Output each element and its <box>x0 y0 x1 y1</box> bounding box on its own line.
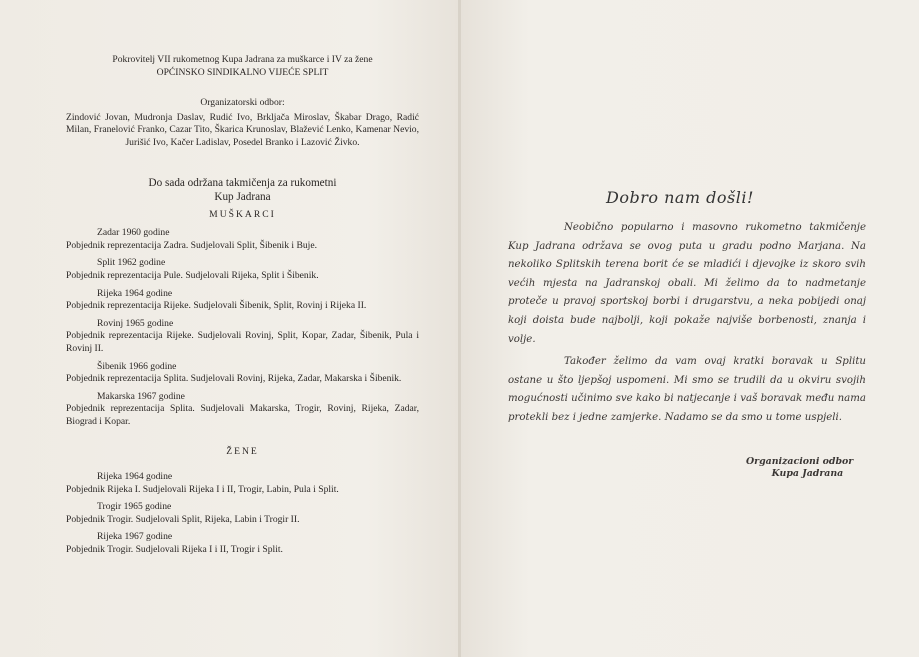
result-text: Pobjednik reprezentacija Rijeke. Sudjelovali Šibenik, Split, Rovinj i Rijeka II. <box>66 300 367 312</box>
signature-line: Kupa Jadrana <box>771 468 844 479</box>
result-entry <box>66 501 419 526</box>
men-results-list <box>66 227 419 428</box>
result-entry <box>66 288 419 313</box>
result-text: Pobjednik reprezentacija Rijeke. Sudjelovali Rovinj, Split, Kopar, Zadar, Šibenik, Pula i Rovinj II. <box>66 330 419 354</box>
patron-block <box>66 54 419 79</box>
result-year: Makarska 1967 godine <box>97 390 185 402</box>
result-entry <box>66 471 419 496</box>
result-entry <box>66 531 419 556</box>
result-text: Pobjednik reprezentacija Pule. Sudjelovali Rijeka, Split i Šibenik. <box>66 269 319 281</box>
result-text: Pobjednik reprezentacija Splita. Sudjelovali Makarska, Trogir, Rovinj, Rijeka, Zadar, Biograd i Kopar. <box>66 403 419 427</box>
organizing-committee-title: Organizatorski odbor: <box>200 97 285 109</box>
left-page-content <box>66 54 419 562</box>
signature-block <box>746 456 853 480</box>
welcome-paragraph: Također želimo da vam ovaj kratki boravak u Splitu ostane u što ljepšoj uspomeni. Mi smo se trudili da u okviru svojih mogućnosti učinimo sve kako bi natjecanje i vaš boravak među nama protekli bez i jedne zamjerke. Nadamo se da smo u tome uspjeli. <box>508 356 866 423</box>
result-entry <box>66 227 419 252</box>
result-text: Pobjednik Trogir. Sudjelovali Rijeka I i II, Trogir i Split. <box>66 544 283 556</box>
result-text: Pobjednik reprezentacija Splita. Sudjelovali Rovinj, Rijeka, Zadar, Makarska i Šibenik. <box>66 373 402 385</box>
result-year: Rijeka 1967 godine <box>97 531 173 543</box>
result-entry <box>66 391 419 429</box>
result-text: Pobjednik Rijeka I. Sudjelovali Rijeka I i II, Trogir, Labin, Pula i Split. <box>66 483 339 495</box>
result-entry <box>66 257 419 282</box>
men-heading: MUŠKARCI <box>209 208 276 220</box>
organizing-committee-members: Zindović Jovan, Mudronja Daslav, Rudić Ivo, Brkljača Miroslav, Škabar Drago, Radić Milan, Franelović Franko, Cazar Tito, Škarica Krunoslav, Blažević Lenko, Kamenar Nevio, Jurišić Ivo, Kačer Ladislav, Posedel Branko i Lazović Živko. <box>66 111 419 148</box>
welcome-paragraph: Neobično popularno i masovno rukometno takmičenje Kup Jadrana održava se ovog puta u gradu podno Marjana. Na nekoliko Splitskih terena borit će se mladići i djevojke iz skoro svih većih mjesta na Jadranskoj obali. Mi želimo da to nadmetanje proteče u pravoj sportskoj borbi i drugarstvu, a neka pobijedi onaj koji doista bude najbolji, koji pokaže najviše borbenosti, znanja i volje. <box>508 222 866 345</box>
women-heading: ŽENE <box>226 446 259 458</box>
patron-organization: OPĆINSKO SINDIKALNO VIJEĆE SPLIT <box>156 66 329 78</box>
competitions-held-title-line2: Kup Jadrana <box>214 190 271 203</box>
right-page-content <box>508 188 866 432</box>
result-year: Rijeka 1964 godine <box>97 287 173 299</box>
women-results-list <box>66 471 419 557</box>
result-text: Pobjednik Trogir. Sudjelovali Split, Rijeka, Labin i Trogir II. <box>66 513 300 525</box>
result-entry <box>66 361 419 386</box>
patron-line: Pokrovitelj VII rukometnog Kupa Jadrana za muškarce i IV za žene <box>112 54 373 65</box>
welcome-heading: Dobro nam došli! <box>606 188 754 207</box>
competitions-held-title-line1: Do sada održana takmičenja za rukometni <box>148 176 337 189</box>
result-year: Šibenik 1966 godine <box>97 360 177 372</box>
result-year: Split 1962 godine <box>97 257 166 269</box>
result-entry <box>66 318 419 356</box>
result-year: Trogir 1965 godine <box>97 501 172 513</box>
signature-line: Organizacioni odbor <box>746 456 854 467</box>
result-year: Rijeka 1964 godine <box>97 471 173 483</box>
result-year: Rovinj 1965 godine <box>97 317 174 329</box>
result-text: Pobjednik reprezentacija Zadra. Sudjelovali Split, Šibenik i Buje. <box>66 239 317 251</box>
result-year: Zadar 1960 godine <box>97 227 170 239</box>
competitions-held-title <box>66 176 419 204</box>
